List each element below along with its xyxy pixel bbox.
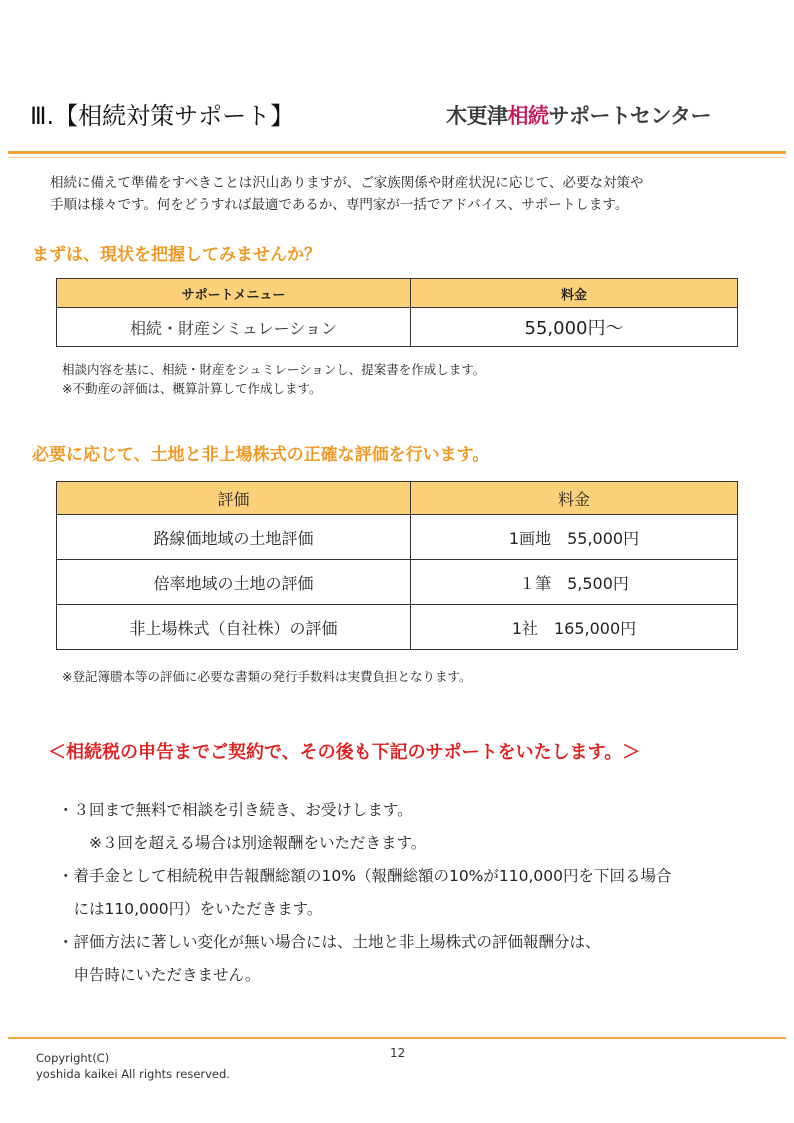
table-cell: 路線価地域の土地評価	[57, 515, 411, 560]
table-cell: 非上場株式（自社株）の評価	[57, 605, 411, 650]
table-cell: 1画地 55,000円	[411, 515, 738, 560]
brand-logo	[446, 100, 711, 130]
table-row	[57, 560, 738, 605]
simulation-price-table	[56, 278, 738, 347]
table-header-cell: サポートメニュー	[57, 279, 411, 308]
valuation-price-table	[56, 481, 738, 650]
copyright-line: yoshida kaikei All rights reserved.	[36, 1067, 230, 1081]
brand-text-post: サポートセンター	[548, 104, 712, 128]
intro-paragraph	[50, 172, 770, 216]
list-item: には110,000円）をいただきます。	[58, 900, 323, 918]
list-item: ・評価方法に著しい変化が無い場合には、土地と非上場株式の評価報酬分は、	[58, 933, 601, 951]
section2-note: ※登記簿謄本等の評価に必要な書類の発行手数料は実費負担となります。	[62, 669, 472, 684]
list-item: ・着手金として相続税申告報酬総額の10%（報酬総額の10%が110,000円を下回る場合	[58, 867, 672, 885]
table-header-cell: 評価	[57, 482, 411, 515]
table-header-cell: 料金	[411, 279, 738, 308]
table-header-cell: 料金	[411, 482, 738, 515]
page-number: 12	[390, 1046, 406, 1060]
table-row	[57, 515, 738, 560]
table-header-row	[57, 279, 738, 308]
table-cell: 55,000円～	[411, 308, 738, 347]
note-line: 相談内容を基に、相続・財産をシュミレーションし、提案書を作成します。	[62, 362, 486, 377]
page-title: Ⅲ.【相続対策サポート】	[30, 102, 295, 130]
table-cell: 倍率地域の土地の評価	[57, 560, 411, 605]
list-item: ※３回を超える場合は別途報酬をいただきます。	[58, 834, 427, 852]
copyright-line: Copyright(C)	[36, 1051, 110, 1065]
table-row	[57, 308, 738, 347]
brand-text-pre: 木更津	[446, 104, 508, 128]
intro-line: 手順は様々です。何をどうすれば最適であるか、専門家が一括でアドバイス、サポートします。	[50, 197, 629, 213]
section2-heading: 必要に応じて、土地と非上場株式の正確な評価を行います。	[32, 445, 490, 465]
table-cell: 1社 165,000円	[411, 605, 738, 650]
table-header-row	[57, 482, 738, 515]
table-cell: １筆 5,500円	[411, 560, 738, 605]
list-item: 申告時にいただきません。	[58, 966, 261, 984]
section1-heading: まずは、現状を把握してみませんか？	[32, 245, 321, 265]
support-list	[58, 794, 778, 992]
list-item: ・３回まで無料で相談を引き続き、お受けします。	[58, 801, 413, 819]
intro-line: 相続に備えて準備をすべきことは沢山ありますが、ご家族関係や財産状況に応じて、必要な対策や	[50, 175, 644, 191]
section3-heading: ＜相続税の申告までご契約で、その後も下記のサポートをいたします。＞	[48, 742, 641, 763]
section1-notes	[62, 360, 485, 398]
brand-text-highlight: 相続	[507, 104, 549, 128]
table-row	[57, 605, 738, 650]
table-cell: 相続・財産シミュレーション	[57, 308, 411, 347]
header-divider	[8, 151, 786, 154]
header-divider-thin	[8, 157, 786, 158]
copyright	[36, 1050, 230, 1082]
footer-divider	[8, 1037, 786, 1039]
note-line: ※不動産の評価は、概算計算して作成します。	[62, 381, 322, 396]
